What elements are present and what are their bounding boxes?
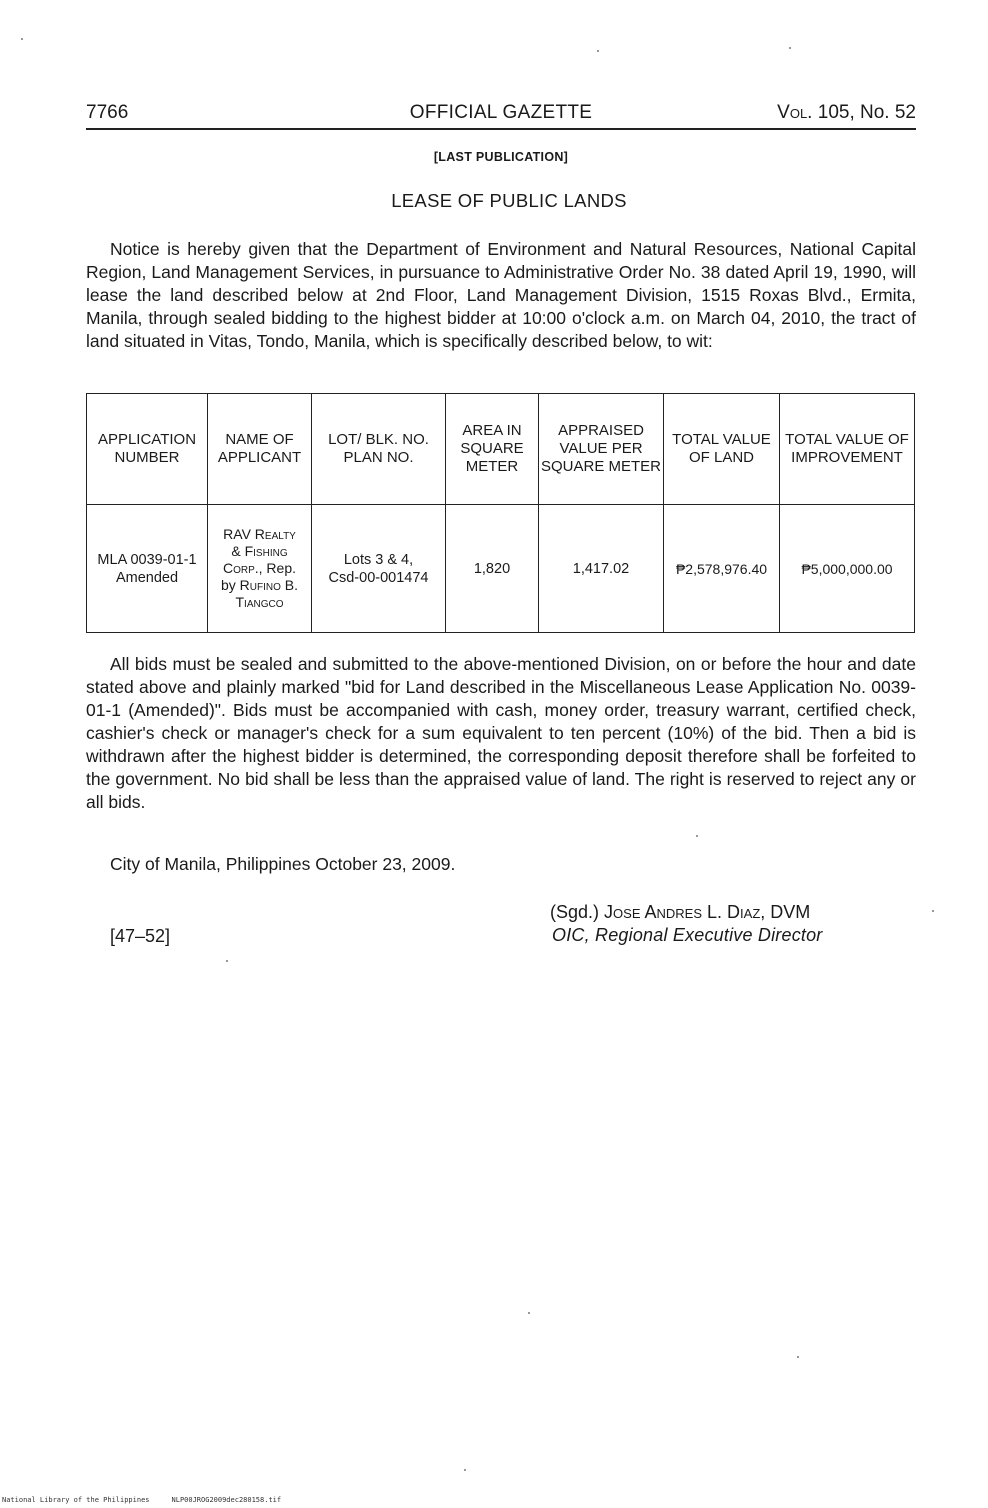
scan-speck	[789, 47, 791, 49]
applicant-line: B.	[280, 577, 299, 593]
header-total-land-value: TOTAL VALUE OF LAND	[664, 394, 780, 505]
applicant-line: by	[220, 577, 240, 593]
cell-area: 1,820	[446, 505, 539, 633]
dateline: City of Manila, Philippines October 23, 2009.	[110, 854, 456, 874]
volume-label: Vol.	[777, 102, 813, 123]
intro-paragraph: Notice is hereby given that the Department of Environment and Natural Resources, National Capital Region, Land Management Services, in pursuance to Administrative Order No. 38 dated April 19, 1990, will lease the land described below at 2nd Floor, Land Management Division, 1515 Roxas Blvd., Ermita, Manila, through sealed bidding to the highest bidder at 10:00 o'clock a.m. on March 04, 2010, the tract of land situated in Vitas, Tondo, Manila, which is specifically described below, to wit:	[86, 239, 916, 351]
page-header	[86, 102, 916, 130]
header-lot-block-plan: LOT/ BLK. NO. PLAN NO.	[312, 394, 446, 505]
applicant-line: Rufino	[239, 577, 281, 593]
applicant-line: Tiangco	[235, 594, 284, 610]
signatory	[550, 902, 810, 923]
plan-number: Csd-00-001474	[328, 569, 429, 586]
application-number: MLA 0039-01-1	[97, 551, 197, 568]
publication-range: [47–52]	[110, 926, 171, 946]
header-applicant-name: NAME OF APPLICANT	[208, 394, 312, 505]
header-appraised-value: APPRAISED VALUE PER SQUARE METER	[539, 394, 664, 505]
applicant-line: RAV Realty	[223, 526, 296, 542]
cell-lot-plan	[312, 505, 446, 633]
bids-paragraph: All bids must be sealed and submitted to the above-mentioned Division, on or before the hour and date stated above and plainly marked "bid for Land described in the Miscellaneous Lease Application No. 0039-01-1 (Amended)". Bids must be accompanied with cash, money order, treasury warrant, certified check, cashier's check or manager's check for a sum equivalent to ten percent (10%) of the bid. Then a bid is withdrawn after the highest bidder is determined, the corresponding deposit therefore shall be forfeited to the government. No bid shall be less than the appraised value of land. The right is reserved to reject any or all bids.	[86, 654, 916, 812]
applicant-line: Corp.	[222, 560, 259, 576]
table-row	[87, 505, 915, 633]
header-total-improvement: TOTAL VALUE OF IMPROVEMENT	[780, 394, 915, 505]
cell-applicant-name	[208, 505, 312, 633]
cell-appraised-value: 1,417.02	[539, 505, 664, 633]
file-name: NLP00JROG2009dec280158.tif	[171, 1496, 282, 1504]
publication-status: [LAST PUBLICATION]	[433, 150, 569, 164]
header-area: AREA IN SQUARE METER	[446, 394, 539, 505]
scan-speck	[528, 1312, 530, 1314]
lot-numbers: Lots 3 & 4,	[343, 551, 414, 568]
scan-speck	[597, 50, 599, 52]
scan-speck	[932, 910, 934, 912]
scan-speck	[696, 835, 698, 837]
scan-speck	[464, 1469, 466, 1471]
table-header-row	[87, 394, 915, 505]
signatory-prefix: (Sgd.)	[550, 902, 600, 922]
volume-number: 105, No. 52	[817, 102, 916, 123]
notice-title: LEASE OF PUBLIC LANDS	[391, 190, 627, 211]
page-number: 7766	[86, 102, 129, 123]
application-note: Amended	[115, 569, 179, 586]
publication-name: OFFICIAL GAZETTE	[409, 102, 593, 123]
applicant-line: , Rep.	[258, 560, 297, 576]
lease-table	[86, 393, 915, 633]
signatory-title: OIC, Regional Executive Director	[552, 925, 823, 945]
cell-total-land-value: ₱2,578,976.40	[664, 505, 780, 633]
signatory-name: Jose Andres L. Diaz	[604, 902, 761, 922]
applicant-line: & Fishing	[231, 543, 288, 559]
scan-footer	[2, 1496, 281, 1504]
signatory-suffix: , DVM	[760, 902, 811, 922]
scan-speck	[21, 38, 23, 40]
cell-total-improvement: ₱5,000,000.00	[780, 505, 915, 633]
scan-speck	[797, 1356, 799, 1358]
volume-info	[777, 102, 916, 124]
header-application-number: APPLICATION NUMBER	[87, 394, 208, 505]
cell-application-number	[87, 505, 208, 633]
scan-speck	[226, 960, 228, 962]
library-credit: National Library of the Philippines	[2, 1496, 150, 1504]
